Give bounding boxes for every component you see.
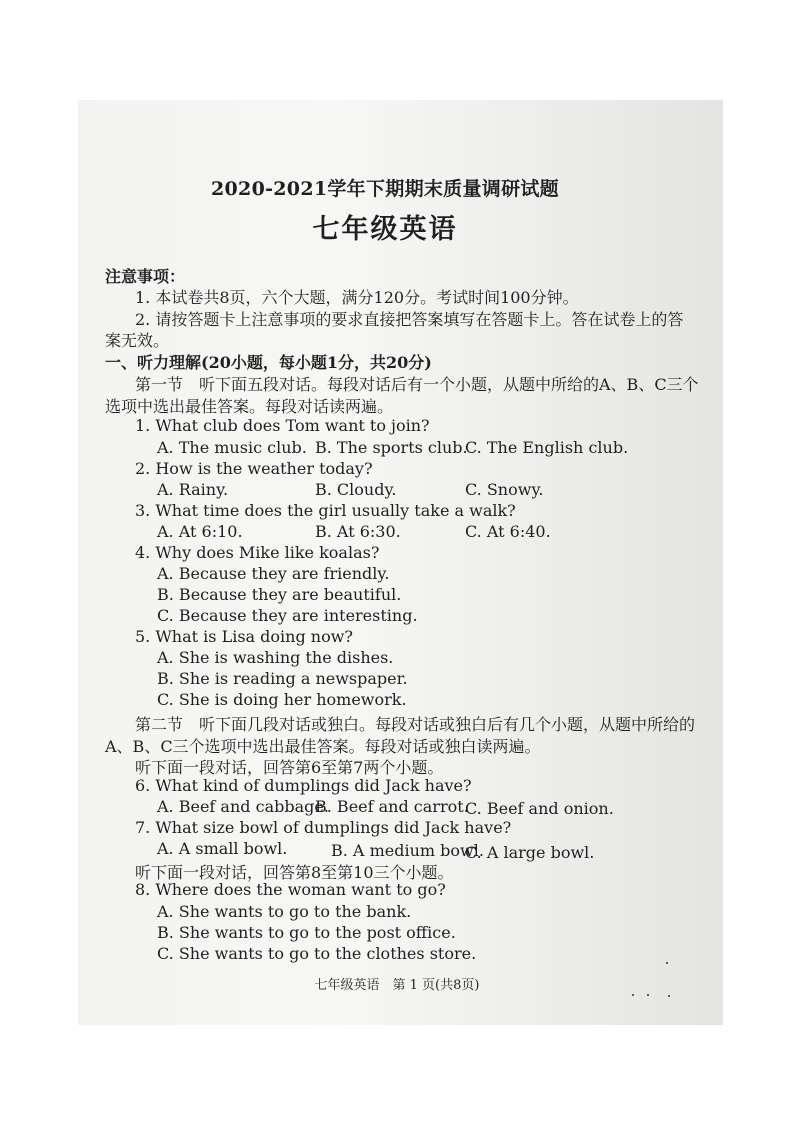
scan-speck xyxy=(666,962,668,964)
q6-option-c: C. Beef and onion. xyxy=(465,799,614,818)
q2-option-a: A. Rainy. xyxy=(157,480,229,499)
question-5: 5. What is Lisa doing now? xyxy=(135,627,353,646)
dialog-1-note: 听下面一段对话，回答第6至第7两个小题。 xyxy=(135,758,444,777)
q5-option-b: B. She is reading a newspaper. xyxy=(157,669,408,688)
section1-heading: 一、听力理解(20小题，每小题1分，共20分) xyxy=(105,353,432,372)
q2-option-c: C. Snowy. xyxy=(465,480,544,499)
question-2: 2. How is the weather today? xyxy=(135,459,373,478)
question-1: 1. What club does Tom want to join? xyxy=(135,416,430,435)
scan-speck xyxy=(647,994,649,996)
q3-option-b: B. At 6:30. xyxy=(315,522,401,541)
notice-heading: 注意事项： xyxy=(105,267,186,286)
notice-item-1: 1. 本试卷共8页，六个大题，满分120分。考试时间100分钟。 xyxy=(135,288,579,307)
scan-speck xyxy=(668,995,670,997)
notice-item-2-cont: 案无效。 xyxy=(105,331,170,350)
q5-option-a: A. She is washing the dishes. xyxy=(157,648,394,667)
part1-instruction: 第一节 听下面五段对话。每段对话后有一个小题，从题中所给的A、B、C三个 xyxy=(135,375,699,394)
question-3: 3. What time does the girl usually take a walk? xyxy=(135,501,516,520)
q7-option-b: B. A medium bowl. xyxy=(331,841,484,860)
dialog-2-note: 听下面一段对话，回答第8至第10三个小题。 xyxy=(135,863,454,882)
q3-option-c: C. At 6:40. xyxy=(465,522,551,541)
q5-option-c: C. She is doing her homework. xyxy=(157,690,407,709)
q6-option-a: A. Beef and cabbage. xyxy=(157,797,329,816)
q8-option-a: A. She wants to go to the bank. xyxy=(157,902,412,921)
q6-option-b: B. Beef and carrot. xyxy=(315,797,469,816)
q7-option-a: A. A small bowl. xyxy=(157,839,288,858)
exam-title: 2020-2021学年下期期末质量调研试题 xyxy=(211,178,559,200)
notice-item-2: 2. 请按答题卡上注意事项的要求直接把答案填写在答题卡上。答在试卷上的答 xyxy=(135,310,684,329)
q8-option-c: C. She wants to go to the clothes store. xyxy=(157,944,477,963)
q7-option-c: C. A large bowl. xyxy=(465,843,595,862)
q4-option-a: A. Because they are friendly. xyxy=(157,564,390,583)
question-8: 8. Where does the woman want to go? xyxy=(135,880,446,899)
part2-instruction-cont: A、B、C三个选项中选出最佳答案。每段对话或独白读两遍。 xyxy=(105,737,541,756)
q1-option-a: A. The music club. xyxy=(157,438,307,457)
q1-option-c: C. The English club. xyxy=(465,438,629,457)
question-4: 4. Why does Mike like koalas? xyxy=(135,543,380,562)
exam-body xyxy=(105,0,699,1123)
q3-option-a: A. At 6:10. xyxy=(157,522,243,541)
q4-option-b: B. Because they are beautiful. xyxy=(157,585,402,604)
q8-option-b: B. She wants to go to the post office. xyxy=(157,923,456,942)
q2-option-b: B. Cloudy. xyxy=(315,480,397,499)
q4-option-c: C. Because they are interesting. xyxy=(157,606,418,625)
question-6: 6. What kind of dumplings did Jack have? xyxy=(135,776,472,795)
part1-instruction-cont: 选项中选出最佳答案。每段对话读两遍。 xyxy=(105,397,394,416)
part2-instruction: 第二节 听下面几段对话或独白。每段对话或独白后有几个小题，从题中所给的 xyxy=(135,715,696,734)
page-footer: 七年级英语 第 1 页(共8页) xyxy=(314,978,480,993)
scan-speck xyxy=(632,994,634,996)
q1-option-b: B. The sports club. xyxy=(315,438,468,457)
question-7: 7. What size bowl of dumplings did Jack have? xyxy=(135,818,512,837)
exam-subject: 七年级英语 xyxy=(312,214,458,245)
